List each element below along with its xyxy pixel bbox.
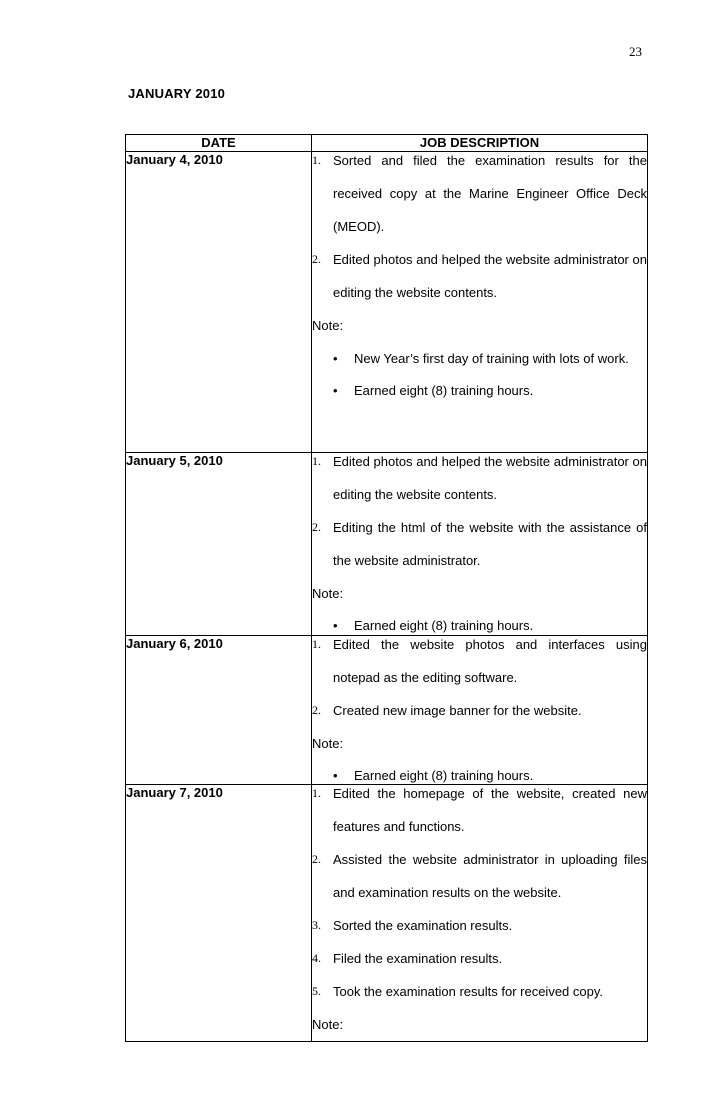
task-number: 1. <box>312 153 321 167</box>
note-label: Note: <box>312 318 344 333</box>
numbered-task-item <box>312 511 647 577</box>
note-bullet-text: New Year’s first day of training with lots of work. <box>354 351 629 366</box>
table-row <box>126 152 648 453</box>
task-text: Edited photos and helped the website administrator on editing the website contents. <box>333 252 647 300</box>
task-number: 1. <box>312 454 321 468</box>
bullet-icon: • <box>333 618 338 633</box>
date-cell: January 7, 2010 <box>126 785 312 1042</box>
task-number: 2. <box>312 703 321 717</box>
note-bullet <box>333 383 647 399</box>
note-label: Note: <box>312 586 344 601</box>
task-text: Assisted the website administrator in uploading files and examination results on the website. <box>333 852 647 900</box>
task-text: Took the examination results for received copy. <box>333 984 604 999</box>
job-description-cell <box>312 636 648 785</box>
task-text: Sorted and filed the examination results for the received copy at the Marine Engineer Office Deck (MEOD). <box>333 153 647 234</box>
task-text: Created new image banner for the website. <box>333 703 582 718</box>
numbered-task-item <box>312 975 647 1008</box>
date-cell: January 6, 2010 <box>126 636 312 785</box>
training-log-table <box>125 134 648 1042</box>
table-row <box>126 785 648 1042</box>
date-cell: January 4, 2010 <box>126 152 312 453</box>
note-label: Note: <box>312 1017 344 1032</box>
note-bullet-text: Earned eight (8) training hours. <box>354 768 534 783</box>
bullet-icon: • <box>333 351 338 366</box>
job-description-cell <box>312 785 648 1042</box>
note-label: Note: <box>312 736 344 751</box>
numbered-task-item <box>312 909 647 942</box>
numbered-task-item <box>312 445 647 511</box>
table-row <box>126 636 648 785</box>
task-number: 2. <box>312 852 321 866</box>
task-number: 2. <box>312 252 321 266</box>
task-text: Edited the website photos and interfaces using notepad as the editing software. <box>333 637 647 685</box>
table-row <box>126 453 648 636</box>
page-number: 23 <box>629 44 642 59</box>
job-description-column-header: JOB DESCRIPTION <box>312 135 648 152</box>
date-cell: January 5, 2010 <box>126 453 312 636</box>
bullet-icon: • <box>333 383 338 398</box>
task-number: 2. <box>312 520 321 534</box>
task-number: 3. <box>312 918 321 932</box>
numbered-task-item <box>312 843 647 909</box>
numbered-task-item <box>312 628 647 694</box>
task-text: Edited photos and helped the website administrator on editing the website contents. <box>333 454 647 502</box>
note-bullet-text: Earned eight (8) training hours. <box>354 618 534 633</box>
numbered-task-item <box>312 942 647 975</box>
numbered-task-item <box>312 777 647 843</box>
table-body <box>126 152 648 1042</box>
task-number: 4. <box>312 951 321 965</box>
date-column-header: DATE <box>126 135 312 152</box>
numbered-task-item <box>312 694 647 727</box>
month-heading: JANUARY 2010 <box>128 86 226 101</box>
bullet-icon: • <box>333 768 338 783</box>
task-text: Editing the html of the website with the assistance of the website administrator. <box>333 520 647 568</box>
job-description-cell <box>312 152 648 453</box>
task-number: 1. <box>312 637 321 651</box>
job-description-cell <box>312 453 648 636</box>
task-number: 5. <box>312 984 321 998</box>
numbered-task-item <box>312 144 647 243</box>
task-text: Filed the examination results. <box>333 951 503 966</box>
note-bullet-text: Earned eight (8) training hours. <box>354 383 534 398</box>
note-bullet <box>333 342 647 375</box>
task-text: Edited the homepage of the website, created new features and functions. <box>333 786 647 834</box>
numbered-task-item <box>312 243 647 309</box>
task-text: Sorted the examination results. <box>333 918 513 933</box>
task-number: 1. <box>312 786 321 800</box>
